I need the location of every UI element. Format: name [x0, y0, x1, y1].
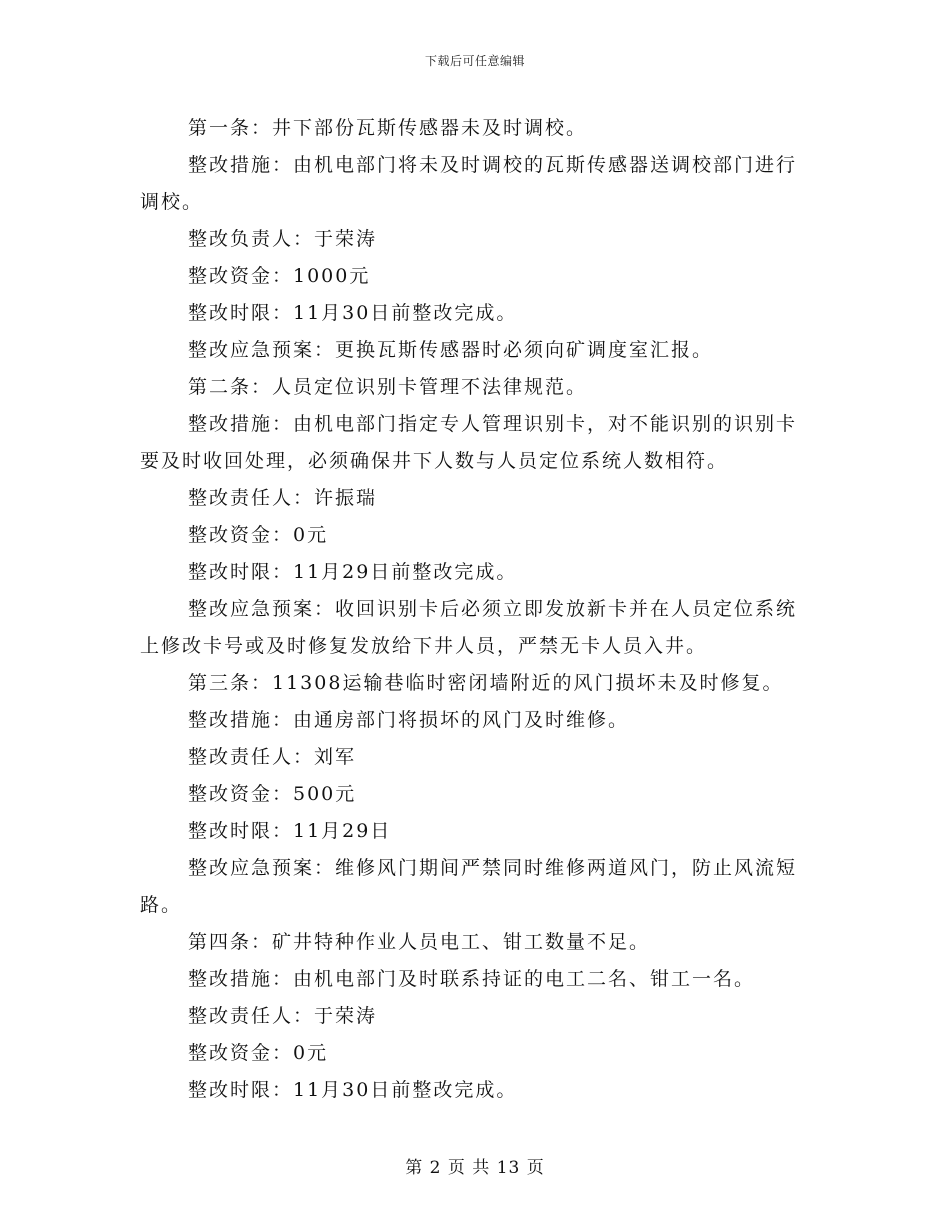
paragraph-article-1-title: 第一条：井下部份瓦斯传感器未及时调校。	[188, 117, 588, 139]
paragraph-article-2-deadline: 整改时限：11月29日前整改完成。	[188, 561, 518, 583]
document-body	[140, 110, 810, 1109]
page-number-footer: 第 2 页 共 13 页	[405, 1158, 545, 1178]
paragraph-article-2-measures: 整改措施：由机电部门指定专人管理识别卡，对不能识别的识别卡要及时收回处理，必须确保井下人数与人员定位系统人数相符。	[140, 413, 798, 472]
paragraph-article-2-contingency: 整改应急预案：收回识别卡后必须立即发放新卡并在人员定位系统上修改卡号或及时修复发放给下井人员，严禁无卡人员入井。	[140, 598, 798, 657]
paragraph-article-4-title: 第四条：矿井特种作业人员电工、钳工数量不足。	[188, 931, 651, 953]
paragraph-article-2-funds: 整改资金：0元	[188, 524, 329, 546]
paragraph-article-3-measures: 整改措施：由通房部门将损坏的风门及时维修。	[188, 709, 630, 731]
paragraph-article-3-funds: 整改资金：500元	[188, 783, 357, 805]
paragraph-article-3-owner: 整改责任人：刘军	[188, 746, 357, 768]
paragraph-article-3-title: 第三条：11308运输巷临时密闭墙附近的风门损坏未及时修复。	[188, 672, 784, 694]
paragraph-article-1-measures: 整改措施：由机电部门将未及时调校的瓦斯传感器送调校部门进行调校。	[140, 154, 798, 213]
paragraph-article-2-title: 第二条：人员定位识别卡管理不法律规范。	[188, 376, 588, 398]
paragraph-article-3-deadline: 整改时限：11月29日	[188, 820, 392, 842]
paragraph-article-4-deadline: 整改时限：11月30日前整改完成。	[188, 1079, 518, 1101]
paragraph-article-4-measures: 整改措施：由机电部门及时联系持证的电工二名、钳工一名。	[188, 968, 756, 990]
paragraph-article-4-owner: 整改责任人：于荣涛	[188, 1005, 378, 1027]
paragraph-article-3-contingency: 整改应急预案：维修风门期间严禁同时维修两道风门，防止风流短路。	[140, 857, 798, 916]
paragraph-article-1-owner: 整改负责人：于荣涛	[188, 228, 378, 250]
paragraph-article-4-funds: 整改资金：0元	[188, 1042, 329, 1064]
paragraph-article-1-contingency: 整改应急预案：更换瓦斯传感器时必须向矿调度室汇报。	[188, 339, 714, 361]
paragraph-article-1-funds: 整改资金：1000元	[188, 265, 371, 287]
page-header: 下载后可任意编辑	[424, 54, 525, 68]
paragraph-article-2-owner: 整改责任人：许振瑞	[188, 487, 378, 509]
paragraph-article-1-deadline: 整改时限：11月30日前整改完成。	[188, 302, 518, 324]
